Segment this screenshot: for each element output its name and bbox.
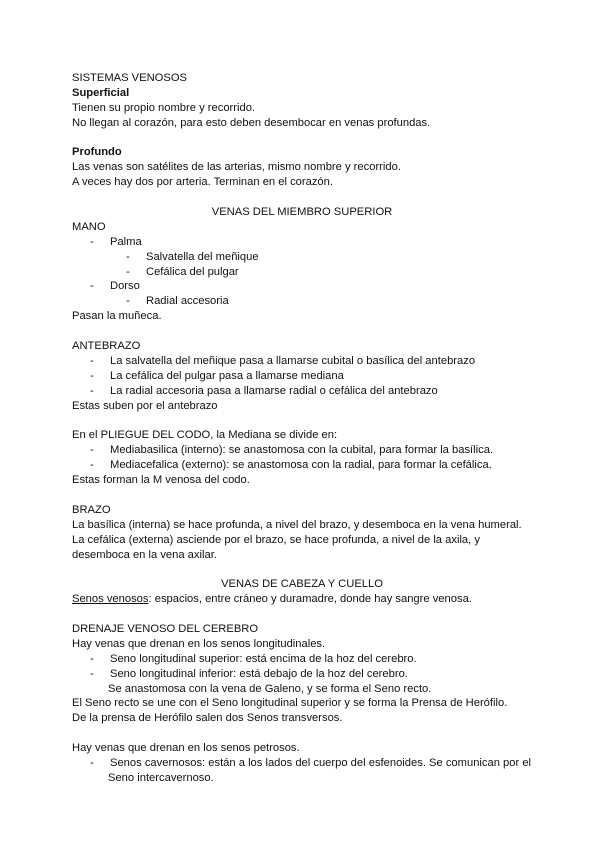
subsection-heading-mano: MANO bbox=[72, 220, 106, 233]
bullet-dash: - bbox=[90, 384, 94, 397]
section-heading-miembro-superior: VENAS DEL MIEMBRO SUPERIOR bbox=[211, 206, 393, 219]
paragraph-line: Estas forman la M venosa del codo. bbox=[72, 474, 250, 487]
list-item bbox=[72, 235, 532, 250]
list-item-text: La cefálica del pulgar pasa a llamarse mediana bbox=[110, 369, 344, 382]
bullet-dash: - bbox=[90, 652, 94, 665]
bullet-dash: - bbox=[126, 295, 130, 308]
list-item-text: Radial accesoria bbox=[146, 295, 229, 308]
profundo-heading: Profundo bbox=[72, 146, 122, 159]
subsection-heading-drenaje: DRENAJE VENOSO DEL CEREBRO bbox=[72, 622, 259, 635]
list-item-text: Salvatella del meñique bbox=[146, 250, 259, 263]
paragraph-line: Hay venas que drenan en los senos longitudinales. bbox=[72, 637, 326, 650]
list-item-text: La salvatella del meñique pasa a llamarse cubital o basílica del antebrazo bbox=[110, 354, 476, 367]
paragraph-line: No llegan al corazón, para esto deben desembocar en venas profundas. bbox=[72, 116, 431, 129]
bullet-dash: - bbox=[90, 444, 94, 457]
paragraph-line: De la prensa de Herófilo salen dos Senos transversos. bbox=[72, 712, 343, 725]
list-item-text: La radial accesoria pasa a llamarse radial o cefálica del antebrazo bbox=[110, 384, 438, 397]
section-heading-cabeza-cuello: VENAS DE CABEZA Y CUELLO bbox=[221, 578, 383, 591]
paragraph-line: La basílica (interna) se hace profunda, a nivel del brazo, y desemboca en la vena humeral. bbox=[72, 518, 522, 531]
subsection-heading-brazo: BRAZO bbox=[72, 503, 111, 516]
list-item-text: Senos cavernosos: están a los lados del cuerpo del esfenoides. Se comunican por el bbox=[110, 756, 532, 769]
list-item bbox=[72, 265, 532, 280]
paragraph-line: El Seno recto se une con el Seno longitudinal superior y se forma la Prensa de Herófilo. bbox=[72, 697, 508, 710]
bullet-dash: - bbox=[90, 369, 94, 382]
document-title: SISTEMAS VENOSOS bbox=[72, 72, 188, 84]
list-item-text: Mediabasilica (interno): se anastomosa con la cubital, para formar la basílica. bbox=[110, 444, 494, 457]
paragraph-line: La cefálica (externa) asciende por el brazo, se hace profunda, a nivel de la axila, y bbox=[72, 533, 480, 546]
list-item-continuation: Seno intercavernoso. bbox=[108, 771, 214, 784]
list-item bbox=[72, 756, 532, 771]
list-item bbox=[72, 443, 532, 458]
senos-venosos-definition: : espacios, entre cráneo y duramadre, donde hay sangre venosa. bbox=[148, 593, 472, 606]
list-item bbox=[72, 458, 532, 473]
list-item bbox=[72, 384, 532, 399]
list-item bbox=[72, 652, 532, 667]
paragraph-line: desemboca en la vena axilar. bbox=[72, 548, 217, 561]
list-item-text: Dorso bbox=[110, 280, 140, 293]
list-item-text: Seno longitudinal inferior: está debajo de la hoz del cerebro. bbox=[110, 667, 408, 680]
paragraph-line: Pasan la muñeca. bbox=[72, 310, 162, 323]
list-item bbox=[72, 354, 532, 369]
paragraph-line: Estas suben por el antebrazo bbox=[72, 399, 218, 412]
bullet-dash: - bbox=[90, 667, 94, 680]
list-item bbox=[72, 294, 532, 309]
bullet-dash: - bbox=[90, 756, 94, 769]
bullet-dash: - bbox=[126, 265, 130, 278]
paragraph-line: Las venas son satélites de las arterias, mismo nombre y recorrido. bbox=[72, 161, 401, 174]
list-item-text: Mediacefalica (externo): se anastomosa con la radial, para formar la cefálica. bbox=[110, 459, 492, 472]
paragraph-line: Tienen su propio nombre y recorrido. bbox=[72, 101, 256, 114]
subsection-heading-antebrazo: ANTEBRAZO bbox=[72, 340, 141, 353]
bullet-dash: - bbox=[90, 235, 94, 248]
paragraph-line: En el PLIEGUE DEL CODO, la Mediana se divide en: bbox=[72, 429, 338, 442]
list-item bbox=[72, 279, 532, 294]
list-item bbox=[72, 250, 532, 265]
bullet-dash: - bbox=[90, 354, 94, 367]
bullet-dash: - bbox=[90, 459, 94, 472]
bullet-dash: - bbox=[126, 250, 130, 263]
list-item-text: Cefálica del pulgar bbox=[146, 265, 239, 278]
list-item-continuation: Se anastomosa con la vena de Galeno, y se forma el Seno recto. bbox=[108, 682, 432, 695]
list-item bbox=[72, 369, 532, 384]
bullet-dash: - bbox=[90, 280, 94, 293]
list-item-text: Seno longitudinal superior: está encima de la hoz del cerebro. bbox=[110, 652, 417, 665]
senos-venosos-term: Senos venosos bbox=[72, 593, 149, 606]
list-item-text: Palma bbox=[110, 235, 142, 248]
superficial-heading: Superficial bbox=[72, 86, 130, 99]
paragraph-line: Hay venas que drenan en los senos petrosos. bbox=[72, 742, 300, 755]
document-page bbox=[72, 71, 532, 786]
definition-line bbox=[72, 592, 532, 607]
list-item bbox=[72, 667, 532, 682]
paragraph-line: A veces hay dos por arteria. Terminan en el corazón. bbox=[72, 176, 333, 189]
